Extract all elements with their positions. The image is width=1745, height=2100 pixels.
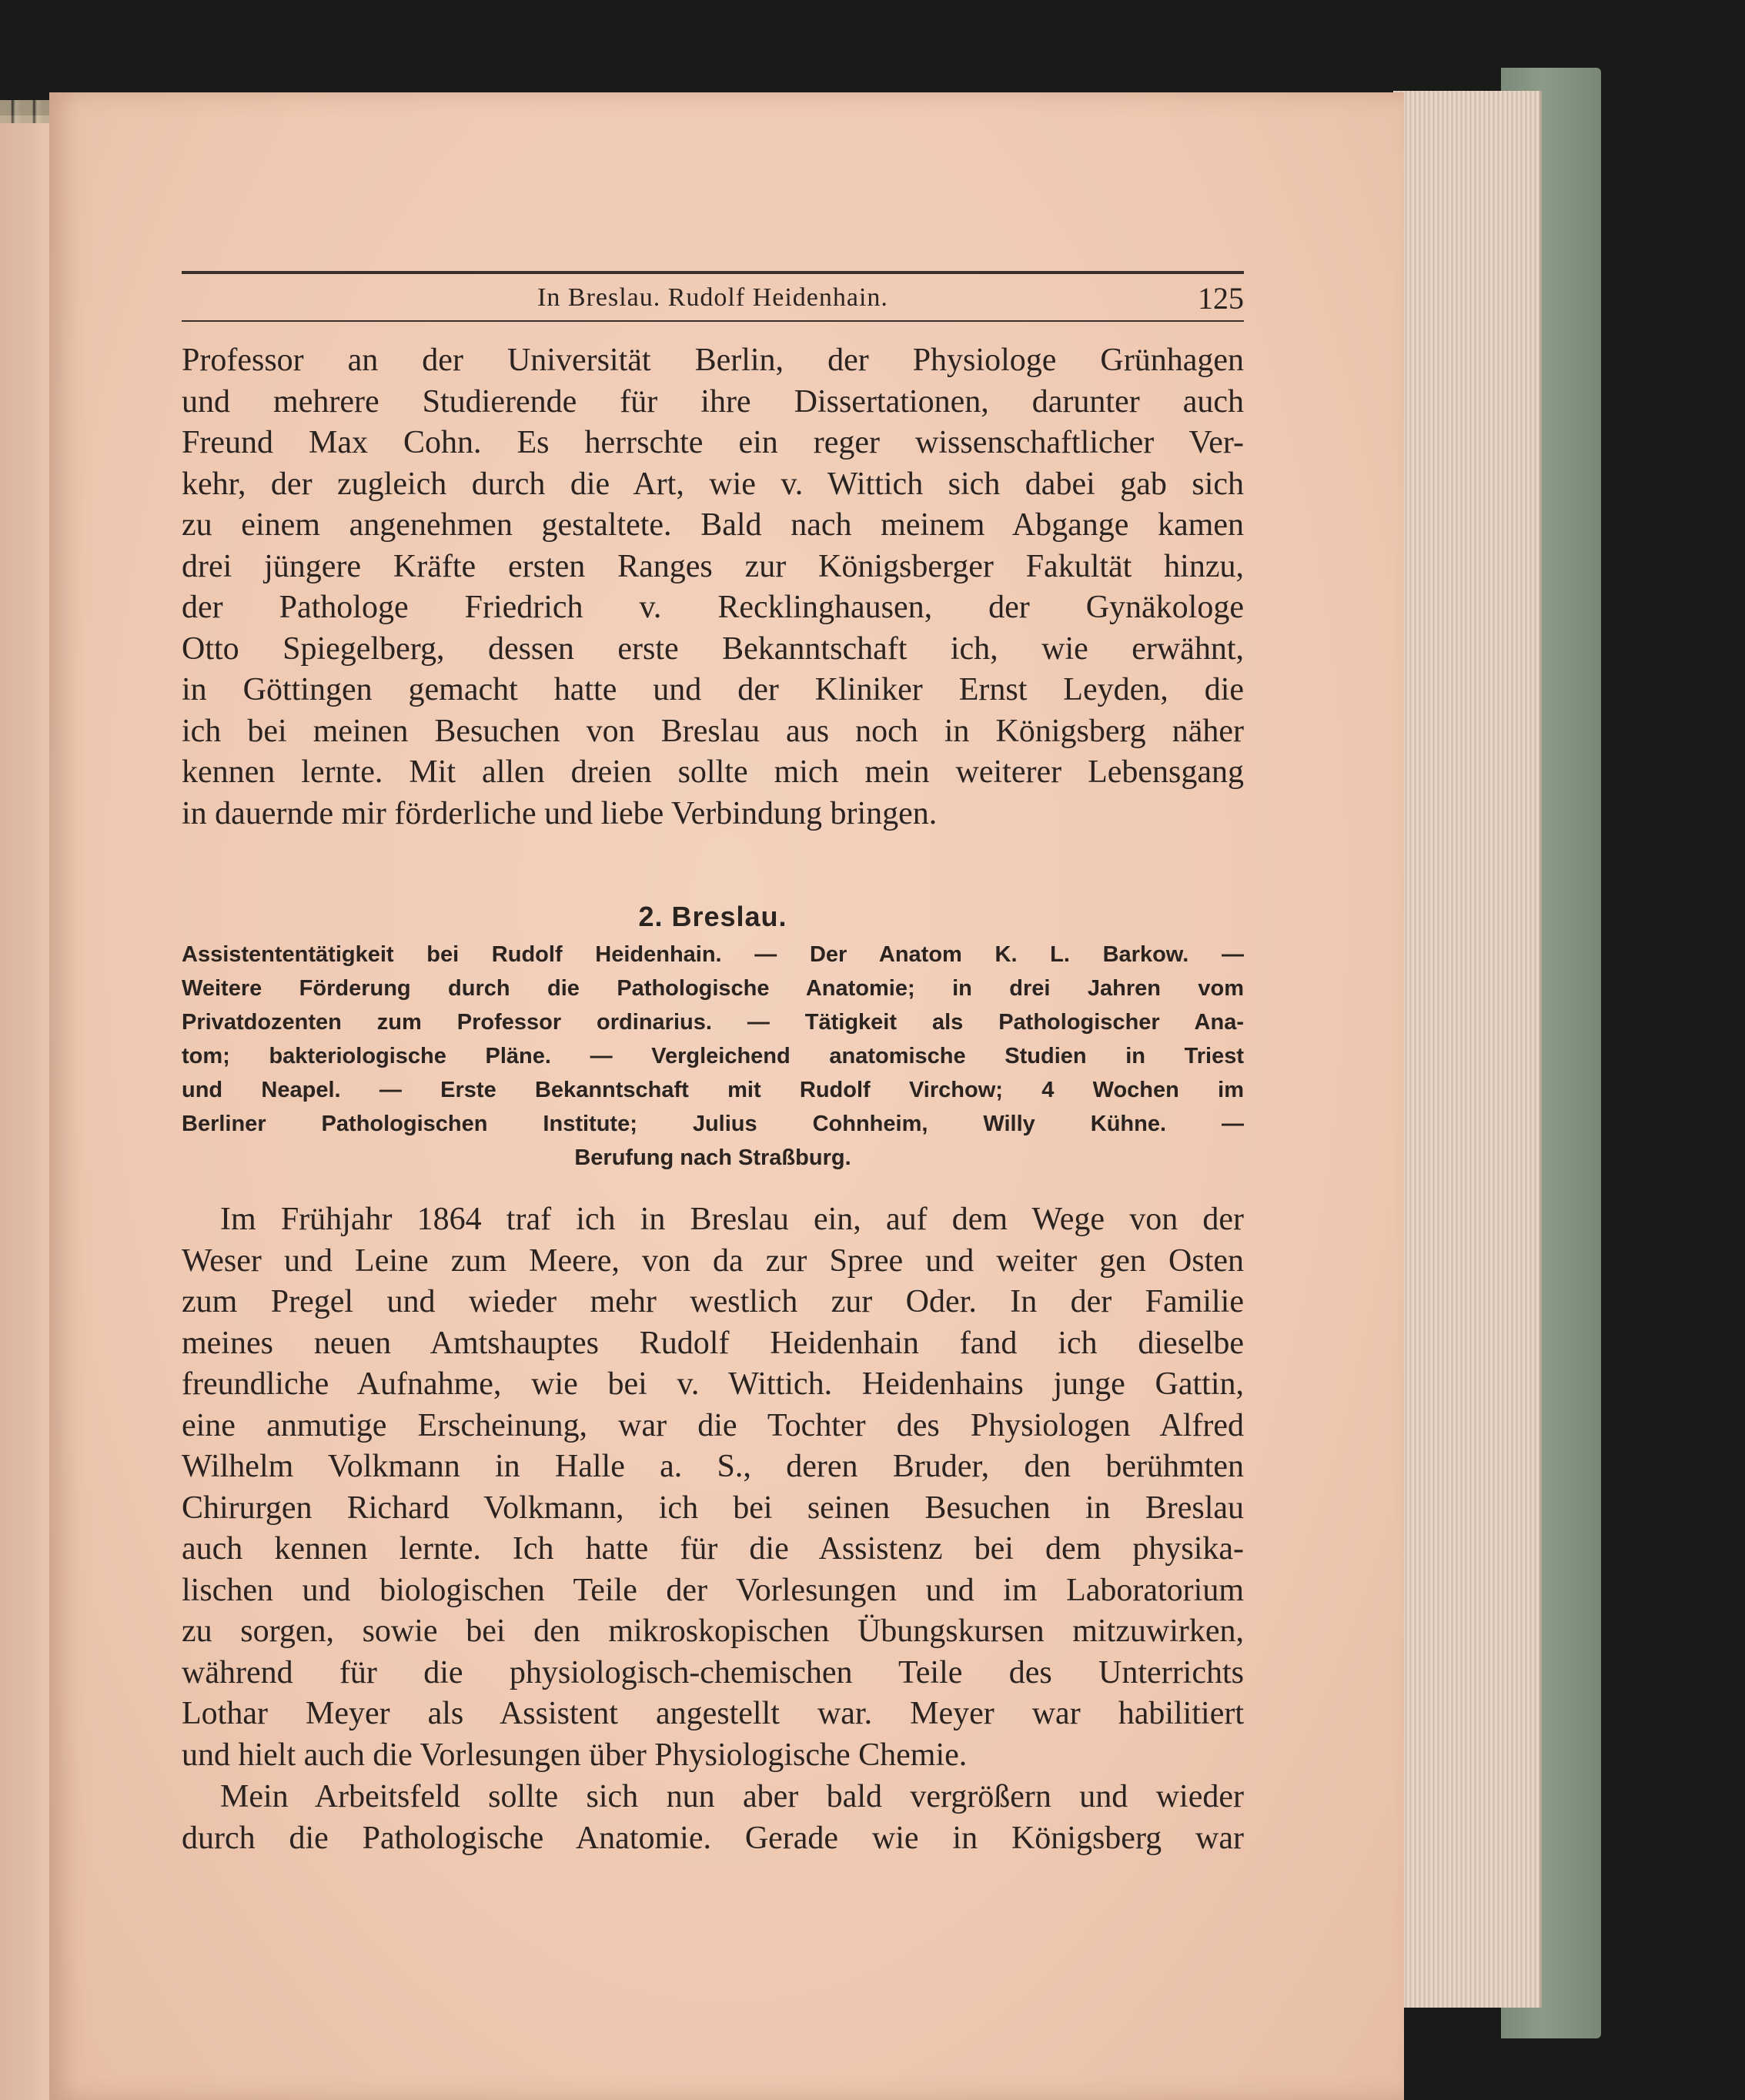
text-line: Lothar Meyer als Assistent angestellt war. Meyer war habilitiert [182, 1696, 1244, 1731]
summary-line: und Neapel. — Erste Bekanntschaft mit Rudolf Virchow; 4 Wochen im [182, 1078, 1244, 1102]
text-line: freundliche Aufnahme, wie bei v. Wittich. Heidenhains junge Gattin, [182, 1366, 1244, 1402]
page-edges [1393, 91, 1542, 2008]
page-number: 125 [1198, 281, 1244, 316]
text-line: und mehrere Studierende für ihre Dissertationen, darunter auch [182, 383, 1244, 420]
text-line: Weser und Leine zum Meere, von da zur Spree und weiter gen Osten [182, 1242, 1244, 1279]
text-line: drei jüngere Kräfte ersten Ranges zur Königsberger Fakultät hinzu, [182, 548, 1244, 584]
summary-line: Assistententätigkeit bei Rudolf Heidenhain. — Der Anatom K. L. Barkow. — [182, 942, 1244, 967]
running-title: In Breslau. Rudolf Heidenhain. [537, 283, 888, 312]
paragraph-3 [182, 1777, 1244, 1859]
text-line: meines neuen Amtshauptes Rudolf Heidenhain fand ich dieselbe [182, 1325, 1244, 1361]
summary-line: Berufung nach Straßburg. [574, 1145, 851, 1170]
section-title: 2. Breslau. [638, 901, 787, 932]
text-line: in Göttingen gemacht hatte und der Kliniker Ernst Leyden, die [182, 672, 1244, 707]
text-line: während für die physiologisch-chemischen Teile des Unterrichts [182, 1654, 1244, 1690]
text-line: zu einem angenehmen gestaltete. Bald nach meinem Abgange kamen [182, 507, 1244, 543]
text-line: ich bei meinen Besuchen von Breslau aus noch in Königsberg näher [182, 713, 1244, 749]
text-line: in dauernde mir förderliche und liebe Verbindung bringen. [182, 795, 938, 831]
summary-line: Berliner Pathologischen Institute; Julius Cohnheim, Willy Kühne. — [182, 1112, 1244, 1136]
text-line: kehr, der zugleich durch die Art, wie v. Wittich sich dabei gab sich [182, 466, 1244, 502]
running-head [182, 271, 1244, 322]
text-line: eine anmutige Erscheinung, war die Tochter des Physiologen Alfred [182, 1407, 1244, 1443]
text-line: Wilhelm Volkmann in Halle a. S., deren Bruder, den berühmten [182, 1449, 1244, 1484]
book-page [49, 92, 1404, 2100]
text-line: Mein Arbeitsfeld sollte sich nun aber bald vergrößern und wieder [220, 1779, 1244, 1814]
paragraph-2 [182, 1199, 1244, 1776]
text-line: auch kennen lernte. Ich hatte für die Assistenz bei dem physika- [182, 1531, 1244, 1567]
summary-line: Privatdozenten zum Professor ordinarius. — Tätigkeit als Pathologischer Ana- [182, 1010, 1244, 1035]
text-line: durch die Pathologische Anatomie. Gerade wie in Königsberg war [182, 1820, 1244, 1856]
text-line: der Pathologe Friedrich v. Recklinghausen, der Gynäkologe [182, 590, 1244, 625]
paragraph-1 [182, 340, 1244, 834]
text-line: Otto Spiegelberg, dessen erste Bekanntschaft ich, wie erwähnt, [182, 630, 1244, 667]
text-line: und hielt auch die Vorlesungen über Physiologische Chemie. [182, 1737, 968, 1773]
text-line: zum Pregel und wieder mehr westlich zur Oder. In der Familie [182, 1284, 1244, 1319]
summary-line: tom; bakteriologische Pläne. — Vergleichend anatomische Studien in Triest [182, 1044, 1244, 1068]
summary-line: Weitere Förderung durch die Pathologische Anatomie; in drei Jahren vom [182, 976, 1244, 1001]
text-line: Chirurgen Richard Volkmann, ich bei seinen Besuchen in Breslau [182, 1490, 1244, 1526]
text-line: lischen und biologischen Teile der Vorlesungen und im Laboratorium [182, 1572, 1244, 1608]
text-line: Professor an der Universität Berlin, der Physiologe Grünhagen [182, 343, 1244, 378]
text-line: Freund Max Cohn. Es herrschte ein reger wissenschaftlicher Ver- [182, 425, 1244, 460]
chapter-summary [182, 938, 1244, 1175]
text-line: zu sorgen, sowie bei den mikroskopischen Übungskursen mitzuwirken, [182, 1613, 1244, 1649]
text-line: Im Frühjahr 1864 traf ich in Breslau ein, auf dem Wege von der [220, 1202, 1244, 1237]
text-line: kennen lernte. Mit allen dreien sollte mich mein weiterer Lebensgang [182, 754, 1244, 790]
